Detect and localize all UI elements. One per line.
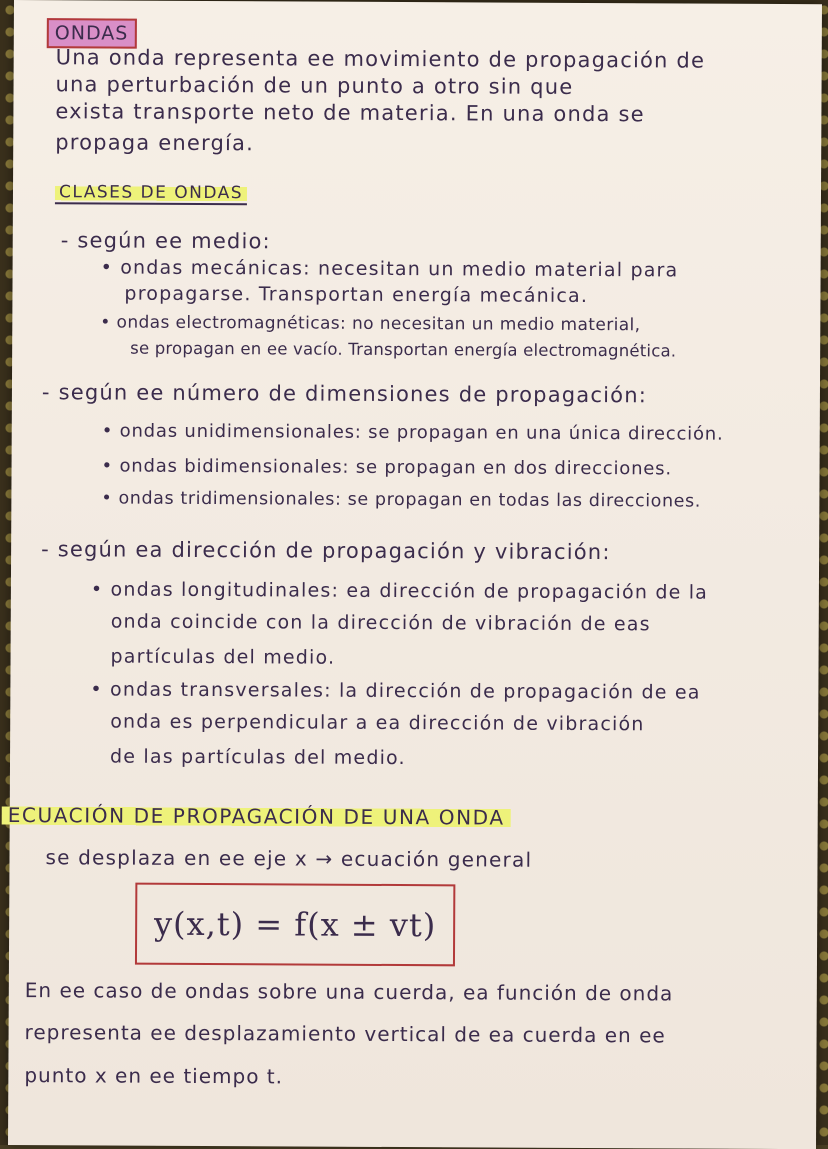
conclusion-line-2: representa ee desplazamiento vertical de ea cuerda en ee (24, 1020, 666, 1048)
section-heading-ecuacion: ECUACIÓN DE PROPAGACIÓN DE UNA ONDA (2, 803, 511, 830)
conclusion-line-1: En ee caso de ondas sobre una cuerda, ea función de onda (24, 978, 674, 1006)
dimensiones-line-3: • ondas tridimensionales: se propagan en todas las direcciones. (101, 488, 701, 512)
notebook-page (8, 0, 822, 1149)
formula-box (135, 883, 455, 967)
direccion-line-3: partículas del medio. (110, 645, 336, 669)
direccion-line-6: de las partículas del medio. (109, 745, 406, 770)
wave-equation: y(x,t) = f(x ± vt) (153, 904, 437, 945)
intro-line-1: Una onda representa ee movimiento de propagación de (55, 45, 706, 73)
section-heading-clases: CLASES DE ONDAS (55, 182, 247, 205)
dimensiones-heading: - según ee número de dimensiones de propagación: (41, 380, 648, 408)
conclusion-line-3: punto x en ee tiempo t. (24, 1063, 284, 1089)
direccion-line-4: • ondas transversales: la dirección de propagación de ea (90, 678, 701, 704)
ecuacion-intro: se desplaza en ee eje x → ecuación general (45, 845, 533, 872)
medio-line-3: • ondas electromagnéticas: no necesitan un medio material, (100, 312, 641, 336)
medio-line-1: • ondas mecánicas: necesitan un medio material para (100, 256, 679, 282)
direccion-heading: - según ea dirección de propagación y vibración: (41, 537, 611, 565)
medio-line-4: se propagan en ee vacío. Transportan energía electromagnética. (130, 338, 677, 361)
intro-line-3: exista transporte neto de materia. En una onda se (55, 99, 645, 127)
medio-heading: - según ee medio: (60, 228, 271, 254)
intro-line-4: propaga energía. (55, 130, 255, 156)
intro-line-2: una perturbación de un punto a otro sin que (55, 72, 574, 99)
page-title: ONDAS (47, 18, 137, 48)
direccion-line-2: onda coincide con la dirección de vibración de eas (110, 610, 651, 636)
direccion-line-5: onda es perpendicular a ea dirección de vibración (110, 710, 645, 736)
dimensiones-line-1: • ondas unidimensionales: se propagan en una única dirección. (101, 420, 724, 445)
medio-line-2: propagarse. Transportan energía mecánica. (124, 282, 589, 308)
dimensiones-line-2: • ondas bidimensionales: se propagan en dos direcciones. (101, 455, 672, 480)
direccion-line-1: • ondas longitudinales: ea dirección de propagación de la (90, 578, 709, 604)
